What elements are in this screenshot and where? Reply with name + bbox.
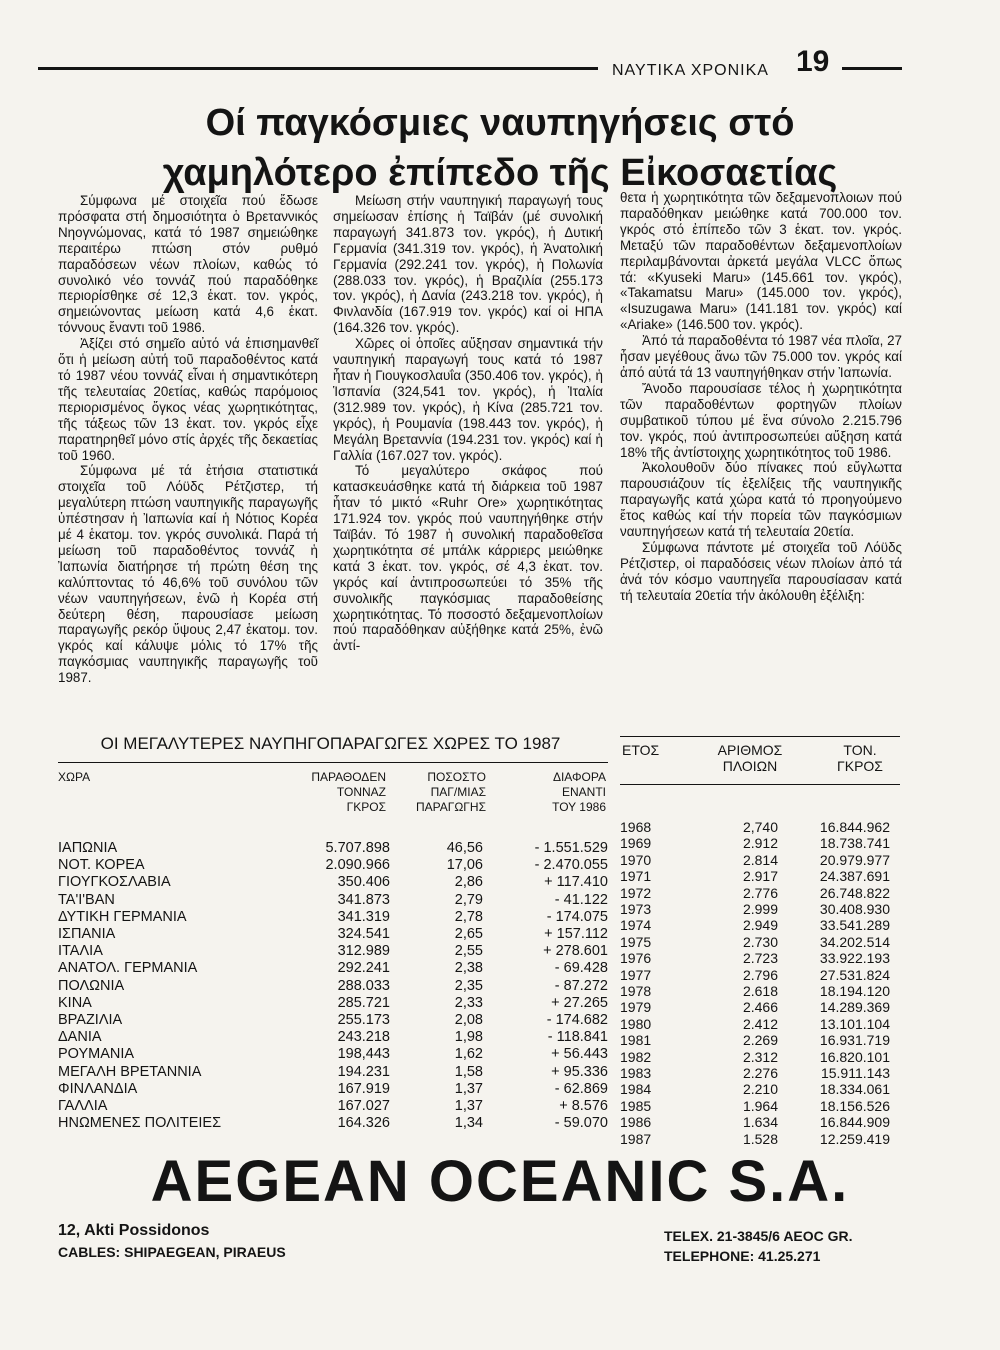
year-value: 1977: [620, 966, 652, 983]
percent-value: 1,34: [454, 1115, 483, 1132]
ships-value: 2.276: [742, 1065, 778, 1081]
advert-telephone: TELEPHONE: 41.25.271: [664, 1248, 821, 1264]
table-row: [620, 901, 890, 917]
tonnage-value: 167.027: [337, 1098, 390, 1114]
table-row: [58, 1081, 608, 1098]
table-row: [620, 983, 890, 999]
table-row: [58, 1046, 608, 1063]
ships-value: 1.634: [742, 1114, 778, 1131]
diff-value: - 87.272: [554, 977, 608, 994]
table-row: [58, 926, 608, 943]
table-row: [620, 1032, 890, 1048]
tonnage-value: 350.406: [337, 874, 390, 891]
year-table-rule: [620, 784, 900, 785]
headline-line-2: χαμηλότερο ἐπίπεδο τῆς Εἰκοσαετίας: [162, 152, 838, 194]
ships-value: 2.776: [742, 884, 778, 901]
paragraph: Ἄνοδο παρουσίασε τέλος ἡ χωρητικότητα τῶν παραδοθέντων φορτηγῶν πλοίων συμβατικοῦ τύπου μέ ἕνα σύνολο 2.215.796 τον. γκρός, πού ἀντιπροσωπεύει αὔξηση κατά 18% τῆς ἀντίστοιχης χωρητικότητος τοῦ 1986.: [620, 380, 902, 460]
diff-value: + 157.112: [544, 926, 608, 942]
percent-value: 2,86: [454, 874, 483, 891]
paragraph: Τό μεγαλύτερο σκάφος πού κατασκευάσθηκε κατά τή διάρκεια τοῦ 1987 ἦταν τό μικτό «Ruhr Ore» χωρητικότητας 171.924 τον. γκρός πού ναυπηγήθηκε στήν Ταϊβάν. Τό 1987 ἡ συνολική παραδοθεῖσα χωρητικότητα σέ μπάλκ κάρριερς μειώθηκε κατά 3 ἑκατ. τον. γκρός, σέ 4,3 ἑκατ. τον. γκρός καί ἀντιπροσωπεύει τό 35% τῆς συνολικῆς παγκόσμιας παραδοθείσης χωρητικότητας. Τό ποσοστό δεξαμενοπλοίων πού παραδόθηκαν αὐξήθηκε κατά 25%, ἐνῶ ἀντί-: [333, 463, 603, 654]
tonnage-value: 312.989: [337, 943, 390, 960]
year-value: 1978: [620, 983, 652, 999]
paragraph: Ἀξίζει στό σημεῖο αὐτό νά ἐπισημανθεῖ ὅτι ἡ μείωση αὐτή τοῦ παραδοθέντος κατά τό 1987 νέου τοννάζ εἶναι ἡ σημαντικότερη τῆς τελευταίας 20ετίας, καθώς παρόμοιος περιορισμένος ὄγκος νέας χωρητικότητας, τῆς τάξεως τῶν 13 ἑκατ. τον. γκρός εἶχε παρατηρηθεῖ μόνο στίς ἀρχές τῆς δεκαετίας τοῦ 1960.: [58, 336, 318, 463]
header-rule-left: [38, 67, 598, 70]
diff-value: + 117.410: [544, 874, 608, 891]
table-row: [620, 1131, 890, 1147]
percent-value: 1,37: [454, 1080, 483, 1097]
tonnage-value: 288.033: [337, 977, 390, 994]
tonnage-value: 292.241: [337, 960, 390, 977]
ships-value: 2.723: [742, 950, 778, 967]
year-value: 1972: [620, 884, 652, 901]
ships-value: 2.312: [742, 1048, 778, 1065]
country-name: ΤΑ'Ι'ΒΑΝ: [58, 891, 115, 908]
country-name: ΦΙΝΛΑΝΔΙΑ: [58, 1080, 138, 1097]
paragraph: Σύμφωνα μέ στοιχεῖα πού ἔδωσε πρόσφατα στή δημοσιότητα ὁ Βρεταννικός Νηογνώμονας, κατά τό 1987 σημειώθηκε περαιτέρω πτώση στόν ρυθμό παραδόσεων νέων πλοίων, καθώς τό συνολικό νέο τοννάζ πού παραδόθηκε περιορίσθηκε σέ 12,3 ἑκατ. τον. γκρός, σημειώνοντας μείωση κατά 4,6 ἑκατ. τόννους ἔναντι τοῦ 1986.: [58, 193, 318, 336]
article-column-1: [58, 193, 318, 686]
table-row: [58, 874, 608, 891]
tonnage-value: 243.218: [337, 1029, 390, 1046]
tonnage-value: 26.748.822: [819, 884, 890, 901]
tonnage-value: 15.911.143: [820, 1065, 890, 1081]
tonnage-value: 20.979.977: [819, 851, 890, 868]
tonnage-value: 16.844.962: [819, 819, 890, 835]
percent-value: 2,65: [454, 926, 483, 942]
header-rule-right: [842, 67, 902, 70]
diff-value: - 62.869: [554, 1080, 608, 1097]
tonnage-value: 285.721: [337, 994, 390, 1011]
year-value: 1984: [620, 1081, 652, 1098]
table-row: [58, 978, 608, 995]
tonnage-value: 33.922.193: [819, 950, 890, 967]
tonnage-value: 194.231: [337, 1063, 390, 1080]
article-column-3: [620, 190, 902, 604]
ships-value: 2.210: [742, 1081, 778, 1098]
diff-value: - 2.470.055: [534, 857, 608, 874]
ships-value: 2.949: [742, 917, 778, 934]
table-row: [58, 995, 608, 1012]
ships-value: 2.269: [742, 1032, 778, 1049]
magazine-name: ΝΑΥΤΙΚΑ ΧΡΟΝΙΚΑ: [612, 62, 769, 79]
tonnage-value: 14.289.369: [819, 999, 890, 1016]
ships-value: 2.412: [742, 1015, 778, 1032]
tonnage-value: 2.090.966: [325, 857, 390, 874]
country-name: ΚΙΝΑ: [58, 994, 92, 1011]
diff-value: - 174.682: [546, 1012, 608, 1028]
country-name: ΑΝΑΤΟΛ. ΓΕΡΜΑΝΙΑ: [58, 960, 198, 977]
table-row: [620, 1114, 890, 1130]
diff-value: - 69.428: [554, 960, 608, 977]
header-ships: ΑΡΙΘΜΟΣ ΠΛΟΙΩΝ: [717, 742, 783, 774]
paragraph: Σύμφωνα μέ τά ἐτήσια στατιστικά στοιχεῖα τοῦ Λόϋδς Ρέτζιστερ, τή μεγαλύτερη πτώση ναυπηγικῆς παραγωγῆς ὑπέστησαν ἡ Ἰαπωνία καί ἡ Νότιος Κορέα μέ 4 ἑκατομ. τον. γκρός συνολικά. Παρά τή μείωση τοῦ παραδοθέντος τοννάζ ἡ Ἰαπωνία διατήρησε τή πρώτη θέση της καλύπτοντας τό 46,6% τοῦ συνόλου τῶν νέων ναυπηγήσεων, ἐνῶ ἡ Κορέα στή δεύτερη θέση, παρουσίασε μείωση παραγωγῆς ρεκόρ ὕψους 2,47 ἑκατομ. τον. γκρός καί κάλυψε μόλις τό 17% τῆς παγκόσμιας ναυπηγικῆς παραγωγῆς τοῦ 1987.: [58, 463, 318, 686]
table-row: [620, 950, 890, 966]
tonnage-value: 341.873: [337, 891, 390, 908]
year-table-rule: [620, 736, 900, 737]
percent-value: 46,56: [446, 840, 483, 856]
country-name: ΔΥΤΙΚΗ ΓΕΡΜΑΝΙΑ: [58, 908, 187, 925]
table-row: [620, 1081, 890, 1097]
paragraph: Μείωση στήν ναυπηγική παραγωγή τους σημείωσαν ἐπίσης ἡ Ταϊβάν (μέ συνολική παραγωγή 341.873 τον. γκρός), ἡ Δυτική Γερμανία (341.319 τον. γκρός), ἡ Ἀνατολική Γερμανία (292.241 τον. γκρός), ἡ Πολωνία (288.033 τον. γκρός), ἡ Βραζιλία (255.173 τον. γκρός), ἡ Δανία (243.218 τον. γκρός), ἡ Φινλανδία (167.919 τον. γκρός) καί οἱ ΗΠΑ (164.326 τον. γκρός).: [333, 193, 603, 336]
country-name: ΒΡΑΖΙΛΙΑ: [58, 1012, 123, 1028]
country-name: ΙΣΠΑΝΙΑ: [58, 926, 116, 942]
tonnage-value: 18.738.741: [819, 835, 890, 852]
country-table-title: ΟΙ ΜΕΓΑΛΥΤΕΡΕΣ ΝΑΥΠΗΓΟΠΑΡΑΓΩΓΕΣ ΧΩΡΕΣ ΤΟ 1987: [100, 734, 561, 753]
table-row: [58, 892, 608, 909]
percent-value: 2,33: [454, 994, 483, 1011]
tonnage-value: 18.194.120: [819, 983, 890, 999]
ships-value: 1.964: [742, 1097, 778, 1114]
tonnage-value: 18.334.061: [819, 1081, 890, 1098]
percent-value: 1,62: [454, 1046, 483, 1063]
ships-value: 2.618: [742, 983, 778, 999]
ships-value: 2.912: [742, 835, 778, 852]
percent-value: 2,38: [454, 960, 483, 977]
advert-address: 12, Akti Possidonos: [58, 1222, 210, 1239]
diff-value: - 59.070: [554, 1115, 608, 1132]
tonnage-value: 164.326: [337, 1115, 390, 1132]
paragraph: Ἀπό τά παραδοθέντα τό 1987 νέα πλοῖα, 27 ἦσαν μεγέθους ἄνω τῶν 75.000 τον. γκρός καί ἀπό αὐτά τά 13 ναυπηγήθηκαν στήν Ἰαπωνία.: [620, 333, 902, 380]
header-diff: ΔΙΑΦΟΡΑ ΕΝΑΝΤΙ ΤΟΥ 1986: [552, 770, 606, 814]
header-percent: ΠΟΣΟΣΤΟ ΠΑΓ/ΜΙΑΣ ΠΑΡΑΓΩΓΗΣ: [415, 770, 486, 814]
country-name: ΙΤΑΛΙΑ: [58, 943, 103, 960]
advert-telex: TELEX. 21-3845/6 AEOC GR.: [664, 1228, 853, 1244]
tonnage-value: 30.408.930: [819, 901, 890, 917]
tonnage-value: 27.531.824: [819, 966, 890, 983]
table-row: [620, 934, 890, 950]
year-value: 1976: [620, 950, 652, 967]
percent-value: 17,06: [446, 857, 483, 874]
year-value: 1980: [620, 1015, 652, 1032]
diff-value: + 278.601: [543, 943, 608, 960]
ships-value: 2.730: [742, 933, 778, 950]
year-value: 1970: [620, 851, 652, 868]
tonnage-value: 5.707.898: [325, 840, 390, 856]
paragraph: Ἀκολουθοῦν δύο πίνακες πού εὔγλωττα παρουσιάζουν τίς ἐξελίξεις τῆς ναυπηγικῆς παραγωγῆς κατά χώρα κατά τό προηγούμενο ἔτος καθώς καί τήν πορεία τῶν παγκόσμιων ναυπηγήσεων κατά τή τελευταία 20ετία.: [620, 460, 902, 540]
country-name: ΔΑΝΙΑ: [58, 1029, 102, 1046]
year-value: 1969: [620, 835, 652, 852]
table-row: [58, 1029, 608, 1046]
country-name: ΗΝΩΜΕΝΕΣ ΠΟΛΙΤΕΙΕΣ: [58, 1115, 222, 1132]
diff-value: - 41.122: [554, 891, 608, 908]
ships-value: 2,740: [742, 819, 778, 835]
year-value: 1985: [620, 1097, 652, 1114]
year-value: 1982: [620, 1048, 652, 1065]
percent-value: 1,98: [454, 1029, 483, 1046]
percent-value: 2,08: [454, 1012, 483, 1028]
ships-value: 2.796: [742, 966, 778, 983]
diff-value: - 1.551.529: [534, 840, 608, 856]
ships-value: 2.917: [742, 868, 778, 885]
table-row: [620, 1049, 890, 1065]
tonnage-value: 255.173: [337, 1012, 390, 1028]
tonnage-value: 34.202.514: [819, 933, 890, 950]
table-row: [58, 909, 608, 926]
table-row: [58, 1115, 608, 1132]
table-row: [620, 1016, 890, 1032]
table-row: [620, 967, 890, 983]
table-row: [58, 960, 608, 977]
percent-value: 1,58: [454, 1063, 483, 1080]
table-row: [620, 917, 890, 933]
tonnage-value: 13.101.104: [819, 1015, 890, 1032]
ships-value: 1.528: [742, 1130, 778, 1147]
paragraph: θετα ἡ χωρητικότητα τῶν δεξαμενοπλοιων πού παραδόθηκαν μειώθηκε κατά 700.000 τον. γκρός στό ἐπίπεδο τῶν 3 ἑκατ. τον. γκρός. Μεταξύ τῶν παραδοθέντων δεξαμενοπλοίων περιλαμβάνονται ἀρκετά μεγάλα VLCC ὅπως τά: «Kyuseki Maru» (145.661 τον. γκρός), «Takamatsu Maru» (145.000 τον. γκρός), «Isuzugawa Maru» (141.181 τον. γκρός) καί «Ariake» (146.500 τον. γκρός).: [620, 190, 902, 333]
tonnage-value: 24.387.691: [819, 868, 890, 885]
ships-value: 2.999: [742, 901, 778, 917]
paragraph: Χῶρες οἱ ὁποῖες αὔξησαν σημαντικά τήν ναυπηγική παραγωγή τους κατά τό 1987 ἦταν ἡ Γιουγκοσλαυΐα (350.406 τον. γκρός), ἡ Ἱσπανία (324,541 τον. γκρός), ἡ Ἰταλία (312.989 τον. γκρός), ἡ Κίνα (285.721 τον. γκρός), ἡ Ρουμανία (198.443 τον. γκρός), ἡ Μεγάλη Βρεταννία (194.231 τον. γκρός) καί ἡ Γαλλία (167.027 τον. γκρός).: [333, 336, 603, 463]
ships-value: 2.814: [742, 851, 778, 868]
tonnage-value: 16.931.719: [819, 1032, 890, 1049]
paragraph: Σύμφωνα πάντοτε μέ στοιχεῖα τοῦ Λόϋδς Ρέτζιστερ, οἱ παραδόσεις νέων πλοίων ἀπό τά ἀνά τόν κόσμο ναυπηγεῖα παρουσίασαν κατά τή τελευταία 20ετία τήν ἀκόλουθη ἐξέλιξη:: [620, 539, 902, 603]
diff-value: + 56.443: [551, 1046, 608, 1063]
table-row: [620, 819, 890, 835]
year-value: 1974: [620, 917, 652, 934]
table-row: [620, 868, 890, 884]
header-country: ΧΩΡΑ: [58, 770, 91, 784]
tonnage-value: 198,443: [337, 1046, 390, 1063]
year-value: 1975: [620, 933, 652, 950]
percent-value: 2,78: [454, 908, 483, 925]
percent-value: 1,37: [454, 1098, 483, 1114]
year-value: 1981: [620, 1032, 652, 1049]
country-name: ΙΑΠΩΝΙΑ: [58, 840, 118, 856]
advert-cables: CABLES: SHIPAEGEAN, PIRAEUS: [58, 1244, 286, 1260]
diff-value: - 174.075: [546, 908, 608, 925]
advert-company-name: AEGEAN OCEANIC S.A.: [150, 1149, 850, 1214]
percent-value: 2,35: [454, 977, 483, 994]
year-value: 1986: [620, 1114, 652, 1131]
table-row: [620, 835, 890, 851]
header-year-tonnage: ΤΟΝ. ΓΚΡΟΣ: [837, 742, 883, 774]
tonnage-value: 16.820.101: [819, 1048, 890, 1065]
table-row: [58, 1064, 608, 1081]
table-rule: [58, 762, 608, 763]
table-row: [58, 1012, 608, 1029]
percent-value: 2,55: [454, 943, 483, 960]
country-name: ΠΟΛΩΝΙΑ: [58, 977, 125, 994]
table-row: [620, 885, 890, 901]
headline: [60, 98, 940, 198]
table-row: [58, 840, 608, 857]
percent-value: 2,79: [454, 891, 483, 908]
country-name: ΡΟΥΜΑΝΙΑ: [58, 1046, 135, 1063]
table-row: [620, 852, 890, 868]
headline-line-1: Οί παγκόσμιες ναυπηγήσεις στό: [205, 102, 795, 144]
table-row: [58, 857, 608, 874]
tonnage-value: 324.541: [337, 926, 390, 942]
tonnage-value: 341.319: [337, 908, 390, 925]
year-value: 1971: [620, 868, 652, 885]
year-value: 1968: [620, 819, 652, 835]
table-row: [620, 1065, 890, 1081]
tonnage-value: 18.156.526: [819, 1097, 890, 1114]
table-row: [620, 1098, 890, 1114]
table-row: [620, 999, 890, 1015]
diff-value: + 95.336: [551, 1063, 608, 1080]
tonnage-value: 12.259.419: [819, 1130, 890, 1147]
tonnage-value: 16.844.909: [819, 1114, 890, 1131]
table-row: [58, 1098, 608, 1115]
article-column-2: [333, 193, 603, 654]
country-name: ΜΕΓΑΛΗ ΒΡΕΤΑΝΝΙΑ: [58, 1063, 202, 1080]
diff-value: + 27.265: [551, 994, 608, 1011]
year-value: 1983: [620, 1065, 652, 1081]
tonnage-value: 33.541.289: [819, 917, 890, 934]
country-name: ΓΑΛΛΙΑ: [58, 1098, 108, 1114]
header-year: ΕΤΟΣ: [622, 742, 660, 758]
year-value: 1979: [620, 999, 652, 1016]
year-value: 1973: [620, 901, 652, 917]
diff-value: + 8.576: [559, 1098, 608, 1114]
diff-value: - 118.841: [547, 1029, 608, 1046]
tonnage-value: 167.919: [337, 1080, 390, 1097]
table-row: [58, 943, 608, 960]
country-name: ΝΟΤ. ΚΟΡΕΑ: [58, 857, 145, 874]
ships-value: 2.466: [742, 999, 778, 1016]
year-value: 1987: [620, 1130, 652, 1147]
header-tonnage: ΠΑΡΑΘΟΔΕΝ ΤΟΝΝΑΖ ΓΚΡΟΣ: [311, 770, 386, 814]
page-number: 19: [796, 45, 830, 78]
country-name: ΓΙΟΥΓΚΟΣΛΑΒΙΑ: [58, 874, 171, 891]
